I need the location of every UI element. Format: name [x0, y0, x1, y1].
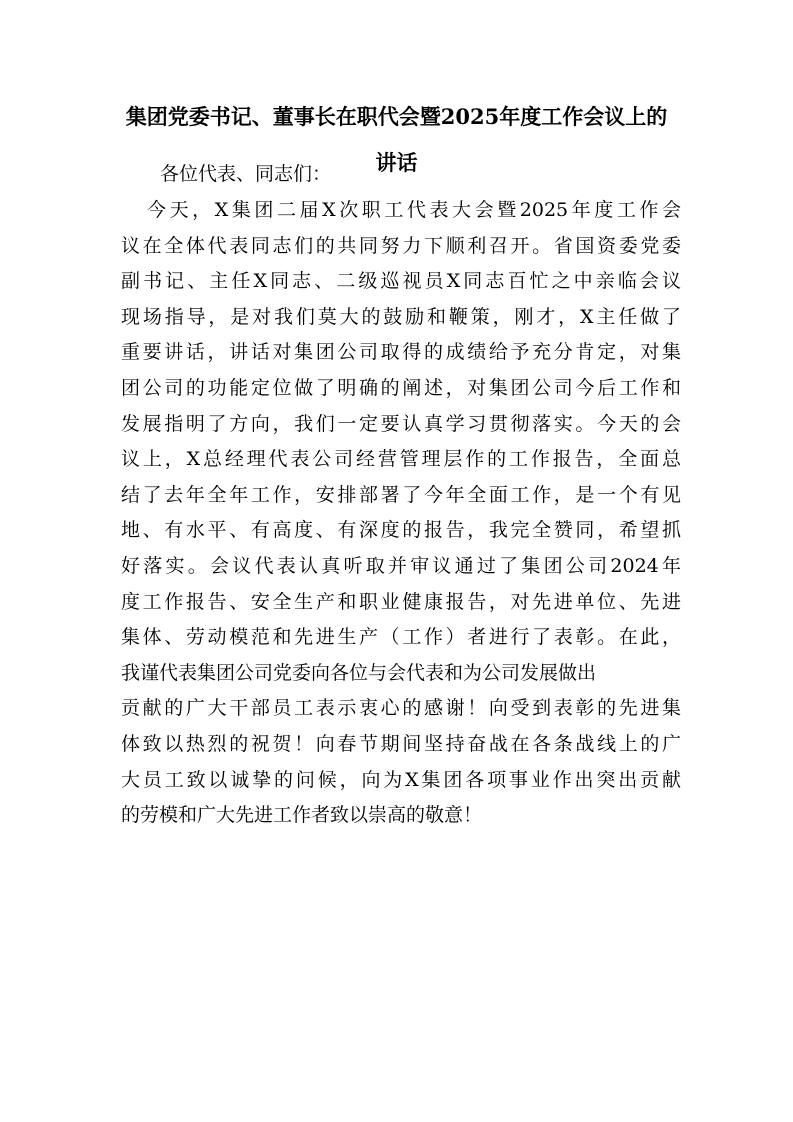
paragraph-line: 今天，X集团二届X次职工代表大会暨2025年度工作会 — [147, 199, 681, 221]
paragraph-line: 贡献的广大干部员工表示衷心的感谢！向受到表彰的先进集 — [121, 697, 681, 720]
document-title-line-1: 集团党委书记、董事长在职代会暨2025年度工作会议上的 — [125, 104, 668, 129]
paragraph-line: 地、有水平、有高度、有深度的报告，我完全赞同，希望抓 — [121, 519, 681, 542]
speech-paragraph — [121, 193, 681, 834]
paragraph-line: 议在全体代表同志们的共同努力下顺利召开。省国资委党委 — [121, 234, 681, 257]
document-title-line-2: 讲话 — [375, 150, 418, 175]
paragraph-line: 议上，X总经理代表公司经营管理层作的工作报告，全面总 — [121, 448, 681, 471]
paragraph-line: 结了去年全年工作，安排部署了今年全面工作，是一个有见 — [121, 483, 681, 506]
paragraph-line: 团公司的功能定位做了明确的阐述，对集团公司今后工作和 — [121, 376, 681, 399]
paragraph-line: 现场指导，是对我们莫大的鼓励和鞭策，刚才，X主任做了 — [121, 305, 681, 328]
paragraph-line: 度工作报告、安全生产和职业健康报告，对先进单位、先进 — [121, 590, 681, 613]
paragraph-line: 的劳模和广大先进工作者致以崇高的敬意！ — [121, 804, 483, 827]
paragraph-line: 集体、劳动模范和先进生产（工作）者进行了表彰。在此， — [121, 626, 681, 649]
paragraph-line: 副书记、主任X同志、二级巡视员X同志百忙之中亲临会议 — [121, 270, 681, 293]
paragraph-line: 大员工致以诚挚的问候，向为X集团各项事业作出突出贡献 — [121, 768, 681, 791]
paragraph-line: 发展指明了方向，我们一定要认真学习贯彻落实。今天的会 — [121, 412, 681, 435]
paragraph-line: 好落实。会议代表认真听取并审议通过了集团公司2024年 — [121, 554, 681, 577]
paragraph-line: 重要讲话，讲话对集团公司取得的成绩给予充分肯定，对集 — [121, 341, 681, 364]
paragraph-line: 体致以热烈的祝贺！向春节期间坚持奋战在各条战线上的广 — [121, 732, 681, 755]
paragraph-line: 我谨代表集团公司党委向各位与会代表和为公司发展做出 — [121, 661, 597, 684]
greeting: 各位代表、同志们： — [160, 163, 332, 185]
